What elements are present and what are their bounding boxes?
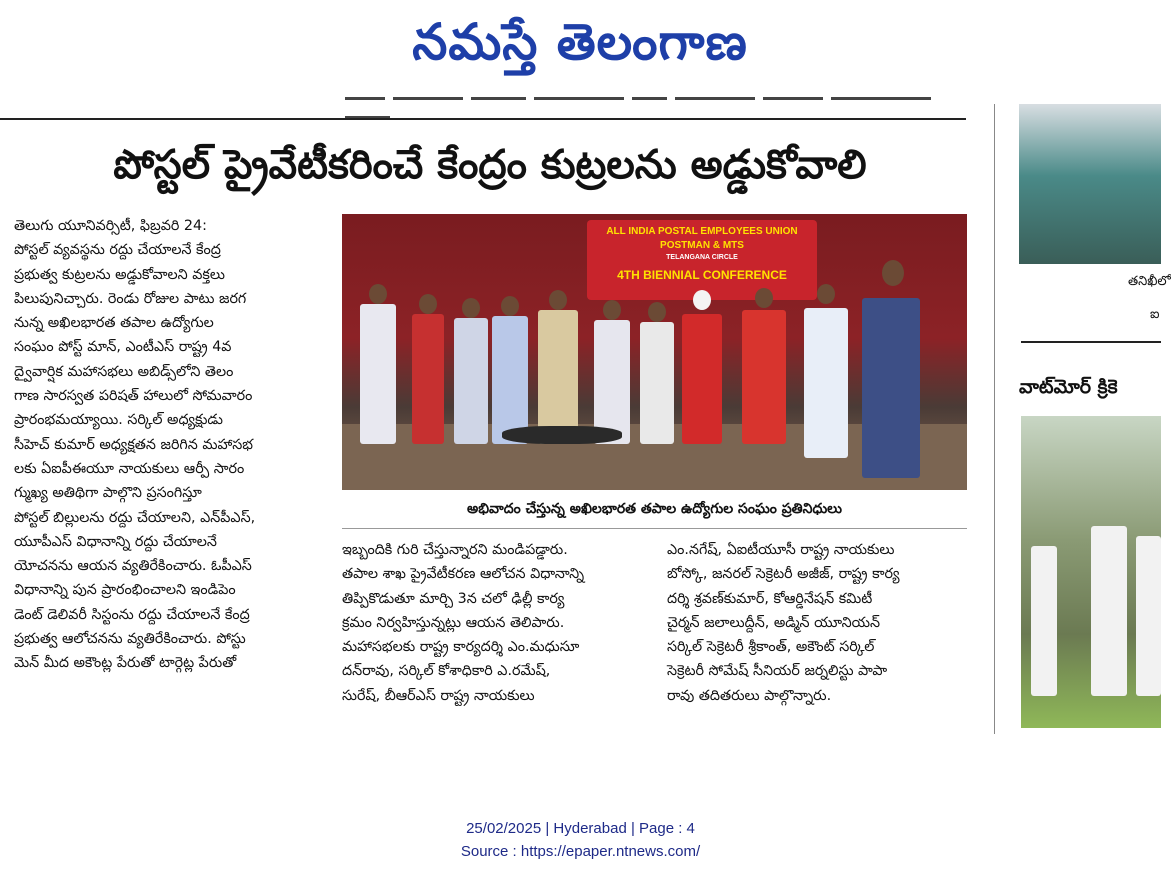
side-photo-cricket bbox=[1021, 416, 1161, 728]
article-line: ద్వైవార్షిక మహాసభలు అబిడ్స్‌లోని తెలం bbox=[14, 363, 234, 380]
article-line: సీహెచ్ కుమార్ అధ్యక్షతన జరిగిన మహాసభ bbox=[14, 436, 254, 453]
photo-person-head bbox=[882, 260, 904, 286]
article-line: పిలుపునిచ్చారు. రెండు రోజుల పాటు జరగ bbox=[14, 290, 247, 307]
photo-person bbox=[538, 310, 578, 444]
photo-caption: అభివాదం చేస్తున్న అఖిలభారత తపాల ఉద్యోగుల సంఘం ప్రతినిధులు bbox=[467, 501, 842, 517]
photo-person bbox=[640, 322, 674, 444]
photo-person-head bbox=[549, 290, 567, 310]
article-line: సర్కిల్ సెక్రెటరీ శ్రీకాంత్, అకౌంట్ సర్కిల్ bbox=[667, 639, 875, 656]
photo-person-head bbox=[603, 300, 621, 320]
footer-source-line: Source : https://epaper.ntnews.com/ bbox=[460, 843, 701, 860]
photo-person-head bbox=[755, 288, 773, 308]
footer-date-line: 25/02/2025 | Hyderabad | Page : 4 bbox=[466, 820, 695, 837]
photo-person bbox=[454, 318, 488, 444]
caption-rule bbox=[342, 528, 967, 529]
article-line: మహాసభలకు రాష్ట్ర కార్యదర్శి ఎం.మధుసూ bbox=[342, 639, 580, 656]
photo-person-head bbox=[693, 290, 711, 310]
article-line: సురేష్, బీఆర్ఎస్ రాష్ట్ర నాయకులు bbox=[342, 687, 535, 704]
article-line: తపాల శాఖ ప్రైవేటీకరణ ఆలోచన విధానాన్ని bbox=[342, 566, 585, 583]
article-line: చైర్మన్ జలాలుద్దీన్, అడ్మిన్ యూనియన్ bbox=[667, 614, 881, 631]
side-caption-fragment: తనిఖీలో bbox=[1128, 274, 1171, 289]
article-line: సంఘం పోస్ట్ మాన్, ఎంటీఎస్ రాష్ట్ర 4వ bbox=[14, 339, 232, 356]
banner-line-1: ALL INDIA POSTAL EMPLOYEES UNION bbox=[606, 226, 798, 237]
side-photo-player bbox=[1136, 536, 1161, 696]
article-line: రావు తదితరులు పాల్గొన్నారు. bbox=[667, 687, 832, 704]
photo-person bbox=[804, 308, 848, 458]
article-line: ప్రభుత్వ ఆలోచనను వ్యతిరేకించారు. పోస్టు bbox=[14, 631, 246, 648]
article-column-3 bbox=[667, 538, 967, 748]
photo-person bbox=[862, 298, 920, 478]
article-line: లకు ఏఐపీఈయూ నాయకులు ఆర్పీ సారం bbox=[14, 460, 245, 477]
photo-person bbox=[360, 304, 396, 444]
article-line: క్రమం నిర్వహిస్తున్నట్లు ఆయన తెలిపారు. bbox=[342, 614, 565, 631]
article-line: యోచనను ఆయన వ్యతిరేకించారు. ఓపీఎస్ bbox=[14, 558, 252, 575]
side-photo-top bbox=[1019, 104, 1161, 264]
photo-person bbox=[742, 310, 786, 444]
side-photo-player bbox=[1091, 526, 1127, 696]
article-line: దర్శి శ్రవణ్‌కుమార్, కోఆర్డినేషన్ కమిటీ bbox=[667, 590, 873, 607]
photo-person bbox=[412, 314, 444, 444]
photo-person bbox=[492, 316, 528, 444]
masthead-logo: నమస్తే తెలంగాణ bbox=[412, 13, 748, 71]
article-line: ఎం.నగేష్, ఏఐటీయూసీ రాష్ట్ర నాయకులు bbox=[667, 542, 895, 558]
photo-person-head bbox=[419, 294, 437, 314]
photo-person-head bbox=[817, 284, 835, 304]
article-line: ఇబ్బందికి గురి చేస్తున్నారని మండిపడ్డారు. bbox=[342, 542, 568, 558]
article-line: గాణ సారస్వత పరిషత్ హాలులో సోమవారం bbox=[14, 388, 253, 405]
article-line: మెన్ మీద అకౌంట్ల పేరుతో టార్గెట్ల పేరుతో bbox=[14, 655, 237, 672]
top-rule bbox=[0, 118, 966, 120]
banner-line-3: TELANGANA CIRCLE bbox=[666, 254, 738, 261]
side-photo-player bbox=[1031, 546, 1057, 696]
photo-person-head bbox=[462, 298, 480, 318]
column-divider-right bbox=[994, 104, 995, 734]
article-line: నున్న అఖిలభారత తపాల ఉద్యోగుల bbox=[14, 315, 214, 332]
photo-person-head bbox=[501, 296, 519, 316]
article-headline: పోస్టల్ ప్రైవేటీకరించే కేంద్రం కుట్రలను అడ్డుకోవాలి bbox=[113, 142, 867, 188]
side-rule bbox=[1021, 341, 1161, 343]
side-caption-fragment-2: ఐ bbox=[1150, 307, 1160, 322]
article-line: పోస్టల్ వ్యవస్థను రద్దు చేయాలనే కేంద్ర bbox=[14, 242, 221, 259]
photo-person bbox=[594, 320, 630, 444]
article-line: గ్ముఖ్య అతిథిగా పాల్గొని ప్రసంగిస్తూ bbox=[14, 485, 202, 502]
article-line: విధానాన్ని పున ప్రారంభించాలని ఇండిపెం bbox=[14, 582, 236, 599]
article-line: యూపీఎస్ విధానాన్ని రద్దు చేయాలనే bbox=[14, 533, 217, 550]
article-line: సెక్రెటరీ సోమేష్ సీనియర్ జర్నలిస్టు పాపా bbox=[667, 663, 888, 680]
article-line: బోస్కో, జనరల్ సెక్రెటరీ అజీజ్, రాష్ట్ర కార్య bbox=[667, 566, 900, 583]
photo-table bbox=[502, 426, 622, 444]
article-line: ప్రభుత్వ కుట్రలను అడ్డుకోవాలని వక్తలు bbox=[14, 266, 225, 283]
photo-person-head bbox=[648, 302, 666, 322]
photo-person-head bbox=[369, 284, 387, 304]
cropped-text-strip bbox=[345, 92, 965, 104]
banner-line-4: 4TH BIENNIAL CONFERENCE bbox=[617, 268, 787, 282]
article-line: డెంట్ డెలివరీ సిస్టంను రద్దు చేయాలనే కేంద్ర bbox=[14, 606, 250, 623]
banner-line-2: POSTMAN & MTS bbox=[660, 240, 744, 251]
article-line: తెలుగు యూనివర్సిటీ, ఫిబ్రవరి 24: bbox=[14, 218, 207, 234]
article-column-2 bbox=[342, 538, 642, 748]
article-line: పోస్టల్ బిల్లులను రద్దు చేయాలని, ఎన్‌పీఎస్, bbox=[14, 509, 256, 526]
side-headline-fragment: వాట్‌మోర్ క్రికె bbox=[1019, 376, 1118, 398]
photo-banner bbox=[587, 220, 817, 300]
article-line: దన్‌రావు, సర్కిల్ కోశాధికారి ఎ.రమేష్, bbox=[342, 663, 551, 680]
article-line: తిప్పికొడుతూ మార్చి 3న చలో ఢిల్లీ కార్య bbox=[342, 590, 565, 607]
article-column-1 bbox=[14, 214, 314, 744]
article-photo bbox=[342, 214, 967, 490]
photo-person bbox=[682, 314, 722, 444]
article-line: ప్రారంభమయ్యాయి. సర్కిల్ అధ్యక్షుడు bbox=[14, 412, 223, 429]
